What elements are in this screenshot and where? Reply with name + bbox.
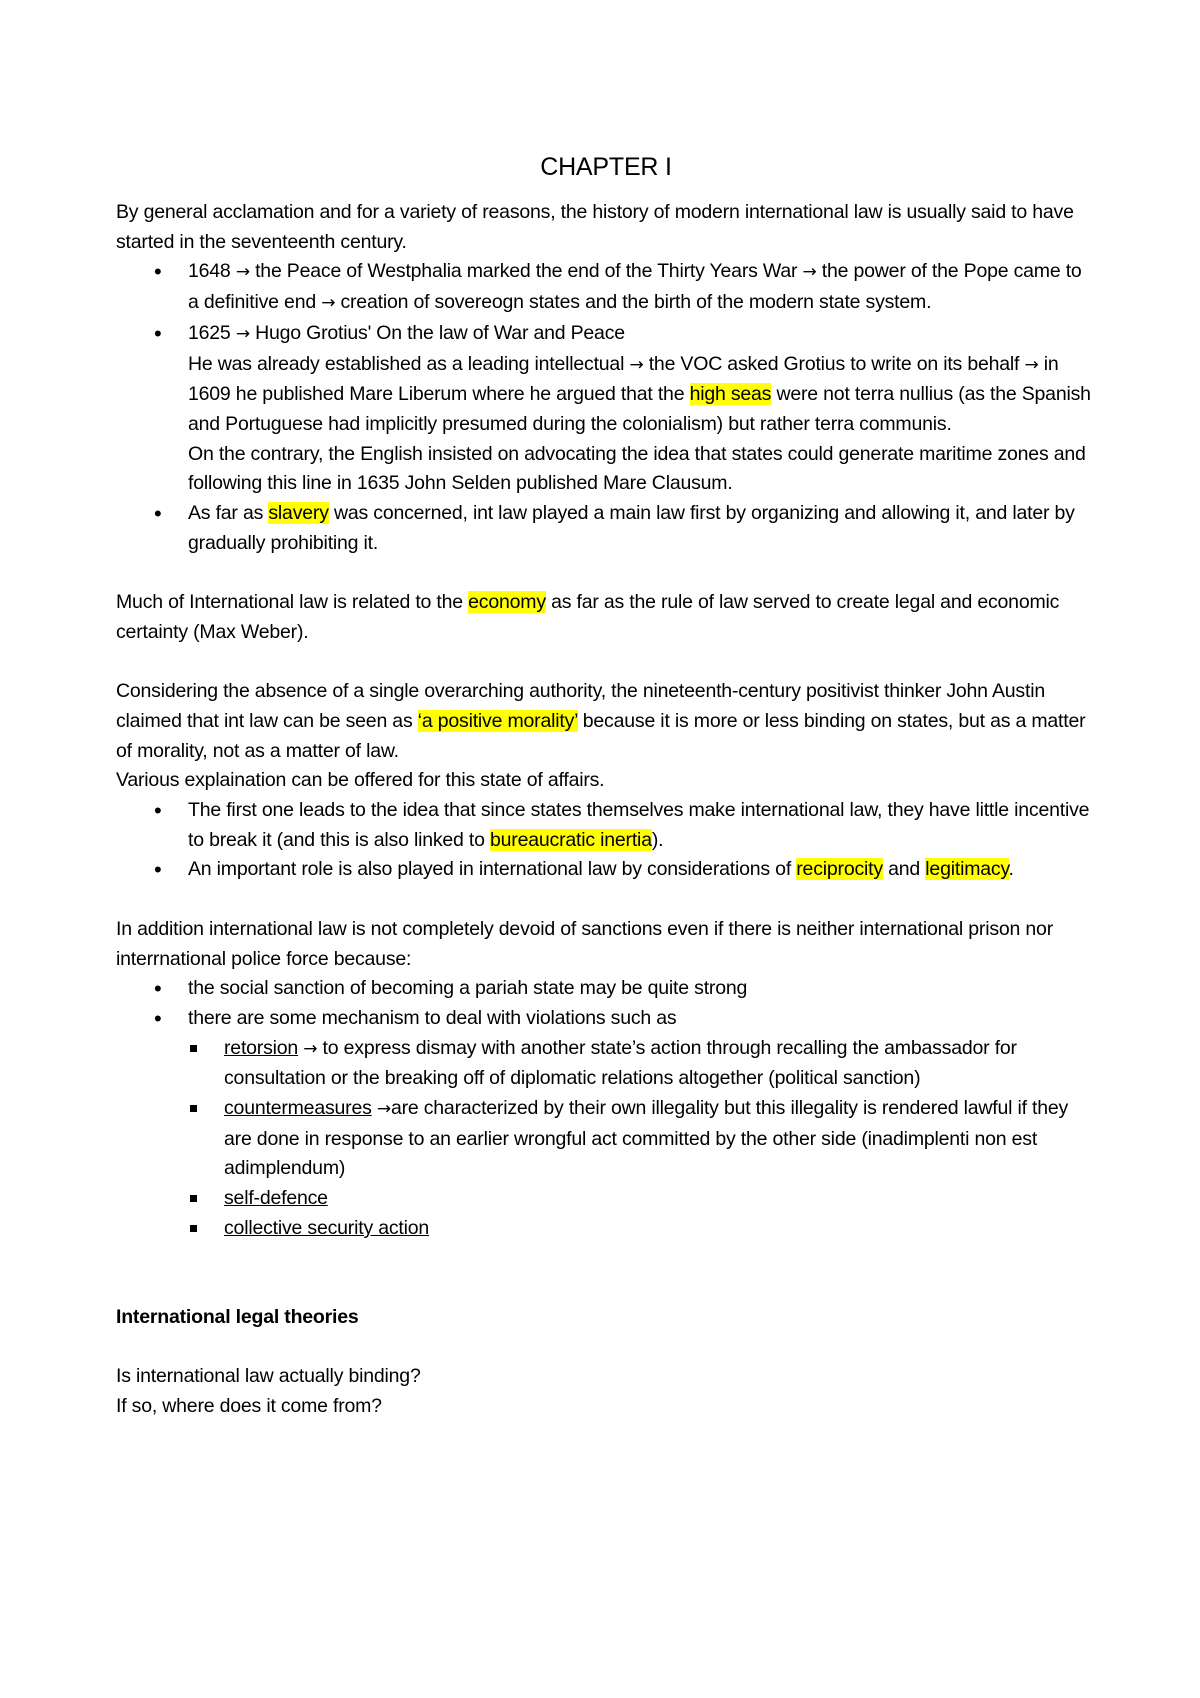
arrow-icon: → xyxy=(802,262,817,283)
term-self-defence: self-defence xyxy=(224,1187,328,1210)
text-run: On the contrary, the English insisted on advocating the idea that states could generate maritime zones and following this line in 1635 John Selden published Mare Clausum. xyxy=(188,442,1086,495)
sub-list-mechanisms xyxy=(116,1034,1096,1244)
bullet-reciprocity xyxy=(116,855,1096,885)
text-run: because it is more or less binding on states, but as a matter of morality, not as a matter of law. xyxy=(116,709,1086,762)
text-run: the VOC asked Grotius to write on its behalf xyxy=(643,352,1025,375)
bullet-list-sanctions xyxy=(116,974,1096,1033)
sub-bullet-collective-security xyxy=(116,1214,1096,1244)
arrow-icon: → xyxy=(1024,354,1039,375)
chapter-title: CHAPTER I xyxy=(540,153,672,181)
paragraph-gap xyxy=(116,1333,1096,1363)
text-run: was concerned, int law played a main law first by organizing and allowing it, and later by gradually prohibiting it. xyxy=(188,502,1075,554)
text-run: The first one leads to the idea that since states themselves make international law, they have little incentive to break it (and this is also linked to xyxy=(188,799,1090,851)
text-run: An important role is also played in international law by considerations of xyxy=(188,858,797,881)
arrow-icon: → xyxy=(629,354,644,375)
text-run: 1648 xyxy=(188,260,236,283)
term-countermeasures: countermeasures xyxy=(224,1097,372,1120)
paragraph-gap xyxy=(116,558,1096,588)
bullet-social-sanction: • the social sanction of becoming a pariah state may be quite strong xyxy=(116,974,1096,1004)
text-run: He was already established as a leading intellectual xyxy=(188,352,630,375)
text-run: were not terra nullius (as the Spanish and Portuguese had implicitly presumed during the colonialism) but rather terra communis. xyxy=(188,383,1091,435)
text-run: Considering the absence of a single overarching authority, the nineteenth-century positivist thinker John Austin claimed that int law can be seen as xyxy=(116,680,1045,732)
bullet-slavery xyxy=(116,499,1096,558)
highlight-bureaucratic-inertia: bureaucratic inertia xyxy=(490,828,652,851)
text-run: and xyxy=(882,858,926,881)
text-run: are characterized by their own illegality but this illegality is rendered lawful if they are done in response to an earlier wrongful act committed by the other side (inadimplenti non est adimplendum) xyxy=(224,1097,1069,1180)
term-retorsion: retorsion xyxy=(224,1036,299,1059)
paragraph-gap xyxy=(116,885,1096,915)
bullet-mechanisms: • there are some mechanism to deal with violations such as xyxy=(116,1004,1096,1034)
text-run: the power of the Pope came to a definitive end xyxy=(188,260,1082,314)
economy-paragraph xyxy=(116,588,1096,647)
term-collective-security: collective security action xyxy=(224,1216,430,1239)
sub-bullet-retorsion xyxy=(116,1034,1096,1094)
bullet-bureaucratic-inertia xyxy=(116,796,1096,855)
intro-paragraph: By general acclamation and for a variety of reasons, the history of modern international law is usually said to have started in the seventeenth century. xyxy=(116,201,1074,253)
question-2: If so, where does it come from? xyxy=(116,1395,382,1418)
text-run: as far as the rule of law served to create legal and economic certainty (Max Weber). xyxy=(116,591,1060,643)
arrow-icon: → xyxy=(376,1099,391,1120)
highlight-economy: economy xyxy=(468,591,546,614)
bullet-list-history xyxy=(116,257,1096,558)
paragraph-gap xyxy=(116,648,1096,678)
highlight-legitimacy: legitimacy xyxy=(925,858,1009,881)
bullet-westphalia xyxy=(116,257,1096,318)
highlight-reciprocity: reciprocity xyxy=(796,858,883,881)
arrow-icon: → xyxy=(235,323,250,344)
text-run: As far as xyxy=(188,502,269,525)
sanctions-paragraph: In addition international law is not completely devoid of sanctions even if there is neither international prison nor interrnational police force because: xyxy=(116,917,1053,970)
document-body xyxy=(116,150,1096,1422)
text-run: the Peace of Westphalia marked the end of the Thirty Years War xyxy=(249,260,803,283)
text-run: ). xyxy=(651,828,664,851)
paragraph-gap xyxy=(116,1244,1096,1274)
explanation-paragraph: Various explaination can be offered for this state of affairs. xyxy=(116,769,605,792)
highlight-high-seas: high seas xyxy=(689,383,772,406)
text-run: Hugo Grotius' On the law of War and Peace xyxy=(249,321,625,344)
text-run: . xyxy=(1008,858,1014,881)
arrow-icon: → xyxy=(235,262,250,283)
bullet-grotius xyxy=(116,319,1096,499)
paragraph-gap xyxy=(116,1273,1096,1303)
text-run: to express dismay with another state’s action through recalling the ambassador for consultation or the breaking off of diplomatic relations altogether (political sanction) xyxy=(224,1036,1017,1090)
text-run: in 1609 he published Mare Liberum where he argued that the xyxy=(188,352,1059,406)
sub-bullet-self-defence xyxy=(116,1184,1096,1214)
section-heading: International legal theories xyxy=(116,1305,359,1328)
arrow-icon: → xyxy=(321,293,336,314)
highlight-positive-morality: ‘a positive morality’ xyxy=(417,709,578,732)
question-1: Is international law actually binding? xyxy=(116,1365,421,1388)
text-run: creation of sovereogn states and the birth of the modern state system. xyxy=(335,291,932,314)
text-run: Much of International law is related to the xyxy=(116,591,469,614)
arrow-icon: → xyxy=(303,1038,318,1059)
bullet-list-explanations xyxy=(116,796,1096,885)
austin-paragraph xyxy=(116,677,1096,766)
highlight-slavery: slavery xyxy=(268,502,329,525)
text-run: 1625 xyxy=(188,321,236,344)
sub-bullet-countermeasures xyxy=(116,1094,1096,1184)
